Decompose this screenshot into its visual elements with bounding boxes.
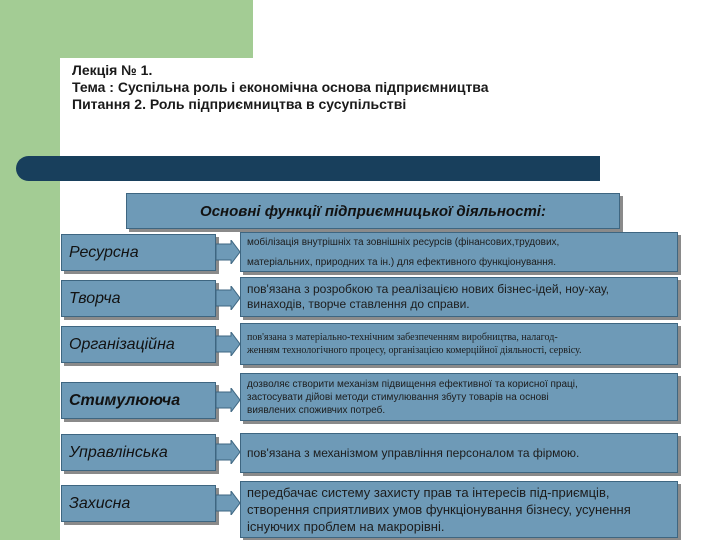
lecture-question: Питання 2. Роль підприємництва в сусупільстві — [72, 96, 407, 112]
function-description-line: існуючих проблем на макрорівні. — [247, 519, 445, 534]
function-description-box — [240, 373, 678, 421]
function-label-box — [61, 382, 216, 419]
arrow-right-icon — [216, 240, 240, 264]
function-description-line: мобілізація внутрішніх та зовнішніх ресурсів (фінансових,трудових, — [247, 236, 560, 248]
function-description-line: пов'язана з матеріально-технічним забезпеченням виробництва, налагод- — [247, 332, 558, 343]
function-description-box — [240, 277, 678, 317]
lecture-topic: Тема : Суспільна роль і економічна основа підприємництва — [72, 79, 489, 95]
function-description-line: женням технологічного процесу, організацією комерційної діяльності, сервісу. — [247, 345, 582, 356]
function-label: Стимулююча — [69, 391, 181, 409]
function-label-box — [61, 234, 216, 271]
function-label: Творча — [69, 289, 121, 307]
lecture-number: Лекція № 1. — [72, 62, 153, 78]
functions-title: Основні функції підприємницької діяльності: — [200, 202, 546, 220]
function-description-line: пов'язана з механізмом управління персоналом та фірмою. — [247, 445, 580, 460]
function-label: Організаційна — [69, 335, 175, 353]
function-label-box — [61, 280, 216, 317]
function-description-line: винаходів, творче ставлення до справи. — [247, 297, 470, 311]
function-label: Управлінська — [69, 443, 168, 461]
function-description-line: матеріальних, природних та ін.) для ефективного функціонування. — [247, 256, 557, 268]
arrow-right-icon — [216, 440, 240, 464]
function-description-box — [240, 433, 678, 473]
function-label-box — [61, 326, 216, 363]
function-description-line: виявлених споживчих потреб. — [247, 404, 386, 416]
function-description-box — [240, 323, 678, 365]
arrow-right-icon — [216, 286, 240, 310]
divider-bar — [16, 156, 600, 181]
arrow-right-icon — [216, 388, 240, 412]
green-accent-block — [0, 0, 253, 58]
functions-title-box — [126, 193, 620, 229]
function-description-line: застосувати дійові методи стимулювання збуту товарів на основі — [247, 391, 549, 403]
arrow-right-icon — [216, 491, 240, 515]
function-label-box — [61, 434, 216, 471]
function-description-line: передбачає систему захисту прав та інтересів під-приємців, — [247, 485, 610, 500]
green-side-strip — [0, 58, 60, 540]
function-description-line: дозволяє створити механізм підвищення ефективної та корисної праці, — [247, 378, 578, 390]
arrow-right-icon — [216, 332, 240, 356]
function-description-line: пов'язана з розробкою та реалізацією нових бізнес-ідей, ноу-хау, — [247, 282, 610, 296]
function-description-line: створення сприятливих умов функціонування бізнесу, усунення — [247, 502, 631, 517]
function-description-box — [240, 232, 678, 272]
slide-header — [72, 62, 672, 113]
function-description-box — [240, 481, 678, 538]
function-label-box — [61, 485, 216, 522]
function-label: Захисна — [69, 494, 131, 512]
function-label: Ресурсна — [69, 243, 139, 261]
